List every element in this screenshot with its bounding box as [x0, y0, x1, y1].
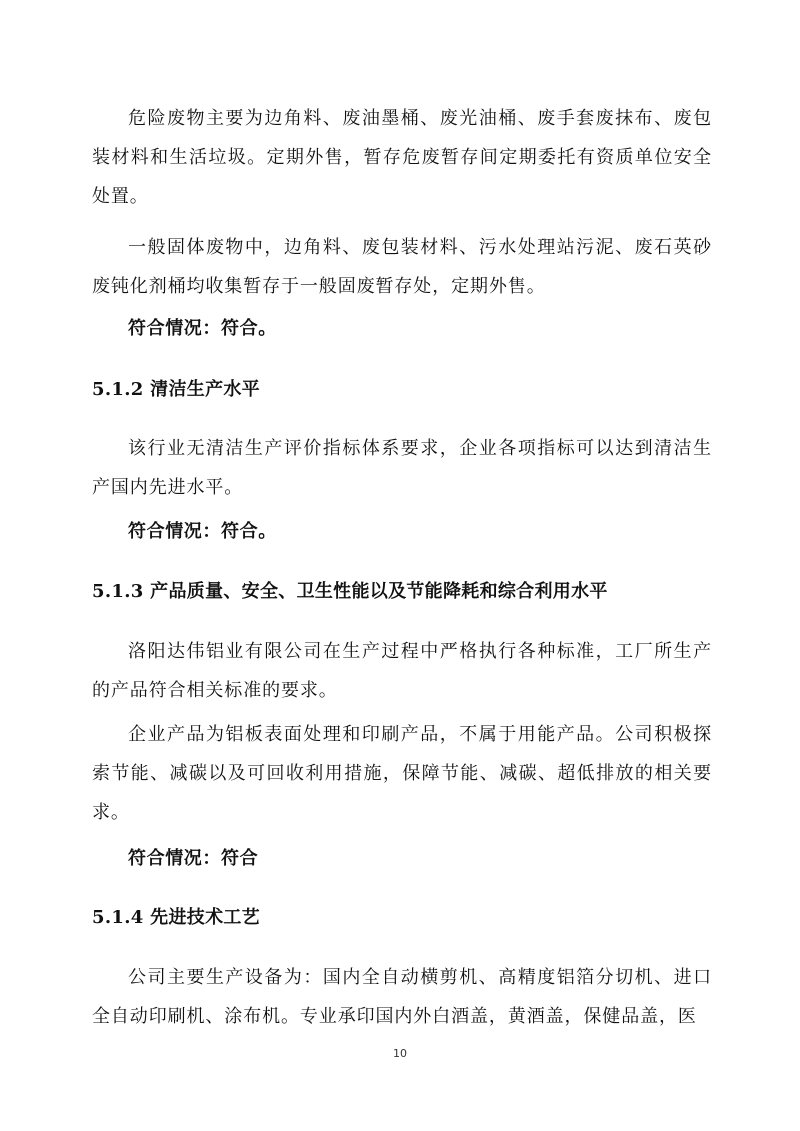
conformity-statement: 符合情况：符合。 [128, 521, 277, 542]
paragraph-product-quality: 洛阳达伟铝业有限公司在生产过程中严格执行各种标准，工厂所生产的产品符合相关标准的要求。 [92, 641, 712, 701]
paragraph-equipment: 公司主要生产设备为：国内全自动横剪机、高精度铝箔分切机、进口全自动印刷机、涂布机。专业承印国内外白酒盖，黄酒盖，保健品盖，医 [92, 967, 712, 1027]
paragraph-general-waste: 一般固体废物中，边角料、废包装材料、污水处理站污泥、废石英砂废钝化剂桶均收集暂存于一般固废暂存处，定期外售。 [92, 237, 712, 297]
paragraph-hazardous-waste: 危险废物主要为边角料、废油墨桶、废光油桶、废手套废抹布、废包装材料和生活垃圾。定期外售，暂存危废暂存间定期委托有资质单位安全处置。 [92, 108, 712, 207]
conformity-statement: 符合情况：符合。 [128, 318, 277, 339]
section-heading-5-1-3: 5.1.3 产品质量、安全、卫生性能以及节能降耗和综合利用水平 [92, 581, 608, 602]
section-heading-5-1-4: 5.1.4 先进技术工艺 [92, 907, 260, 928]
conformity-statement: 符合情况：符合 [128, 848, 259, 869]
paragraph-energy-saving: 企业产品为铝板表面处理和印刷产品，不属于用能产品。公司积极探索节能、减碳以及可回收利用措施，保障节能、减碳、超低排放的相关要求。 [92, 724, 712, 823]
section-heading-5-1-2: 5.1.2 清洁生产水平 [92, 379, 260, 400]
paragraph-clean-production: 该行业无清洁生产评价指标体系要求，企业各项指标可以达到清洁生产国内先进水平。 [92, 438, 712, 498]
page-number: 10 [393, 1047, 407, 1060]
